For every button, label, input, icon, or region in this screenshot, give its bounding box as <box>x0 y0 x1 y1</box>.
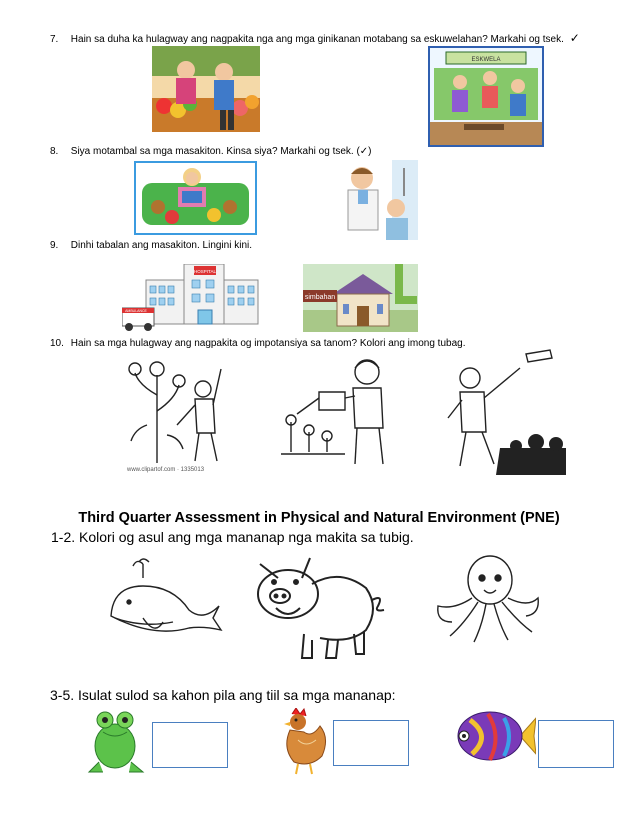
hospital-sign-text: HOSPITAL <box>194 269 216 274</box>
question-9 <box>50 240 252 251</box>
boy-watering-plants-picture <box>279 352 409 472</box>
question-text: Siya motambal sa mga masakiton. Kinsa siya? Markahi og tsek. (✓) <box>70 146 372 157</box>
boy-throwing-bottle-picture <box>440 348 566 475</box>
market-parents-picture <box>152 46 260 132</box>
clipart-caption: www.clipartof.com · 1335013 <box>127 467 205 473</box>
whale-picture <box>103 556 223 646</box>
doctor-picture <box>334 160 418 240</box>
question-text: Dinhi tabalan ang masakiton. Lingini kini. <box>70 240 253 251</box>
fish-answer-box[interactable] <box>538 720 614 768</box>
checkmark-symbol: ✓ <box>569 31 580 45</box>
question-number: 8. <box>50 146 59 157</box>
question-8 <box>50 146 372 157</box>
question-3-5: 3-5. Isulat sulod sa kahon pila ang tiil sa mga mananap: <box>50 687 396 703</box>
hen-picture <box>276 708 330 776</box>
fish-picture <box>452 706 536 766</box>
frog-picture <box>85 706 149 776</box>
section-title: Third Quarter Assessment in Physical and Natural Environment (PNE) <box>78 510 560 526</box>
question-text: Hain sa mga hulagway ang nagpakita og impotansiya sa tanom? Kolori ang imong tubag. <box>70 338 466 349</box>
pig-picture <box>250 554 385 664</box>
school-sign-text: ESKWELA <box>471 57 501 63</box>
question-number: 7. <box>50 34 59 45</box>
frog-answer-box[interactable] <box>152 722 228 768</box>
church-picture <box>303 264 418 332</box>
hospital-picture <box>122 264 262 332</box>
boy-cutting-plant-picture <box>117 355 244 473</box>
church-sign-text: simbahan <box>304 294 336 301</box>
question-number: 9. <box>50 240 59 251</box>
octopus-picture <box>434 550 541 646</box>
question-7 <box>50 31 580 45</box>
ambulance-label-text: AMBULANCE <box>125 309 147 313</box>
school-helpers-picture <box>428 46 544 147</box>
question-text: Hain sa duha ka hulagway ang nagpakita nga ang mga ginikanan motabang sa eskuwelahan? Markahi og tsek. <box>70 34 564 45</box>
question-1-2: 1-2. Kolori og asul ang mga mananap nga makita sa tubig. <box>51 529 414 545</box>
question-10 <box>50 338 465 349</box>
teacher-reading-picture <box>134 161 257 235</box>
hen-answer-box[interactable] <box>333 720 409 766</box>
question-number: 10. <box>50 338 64 349</box>
